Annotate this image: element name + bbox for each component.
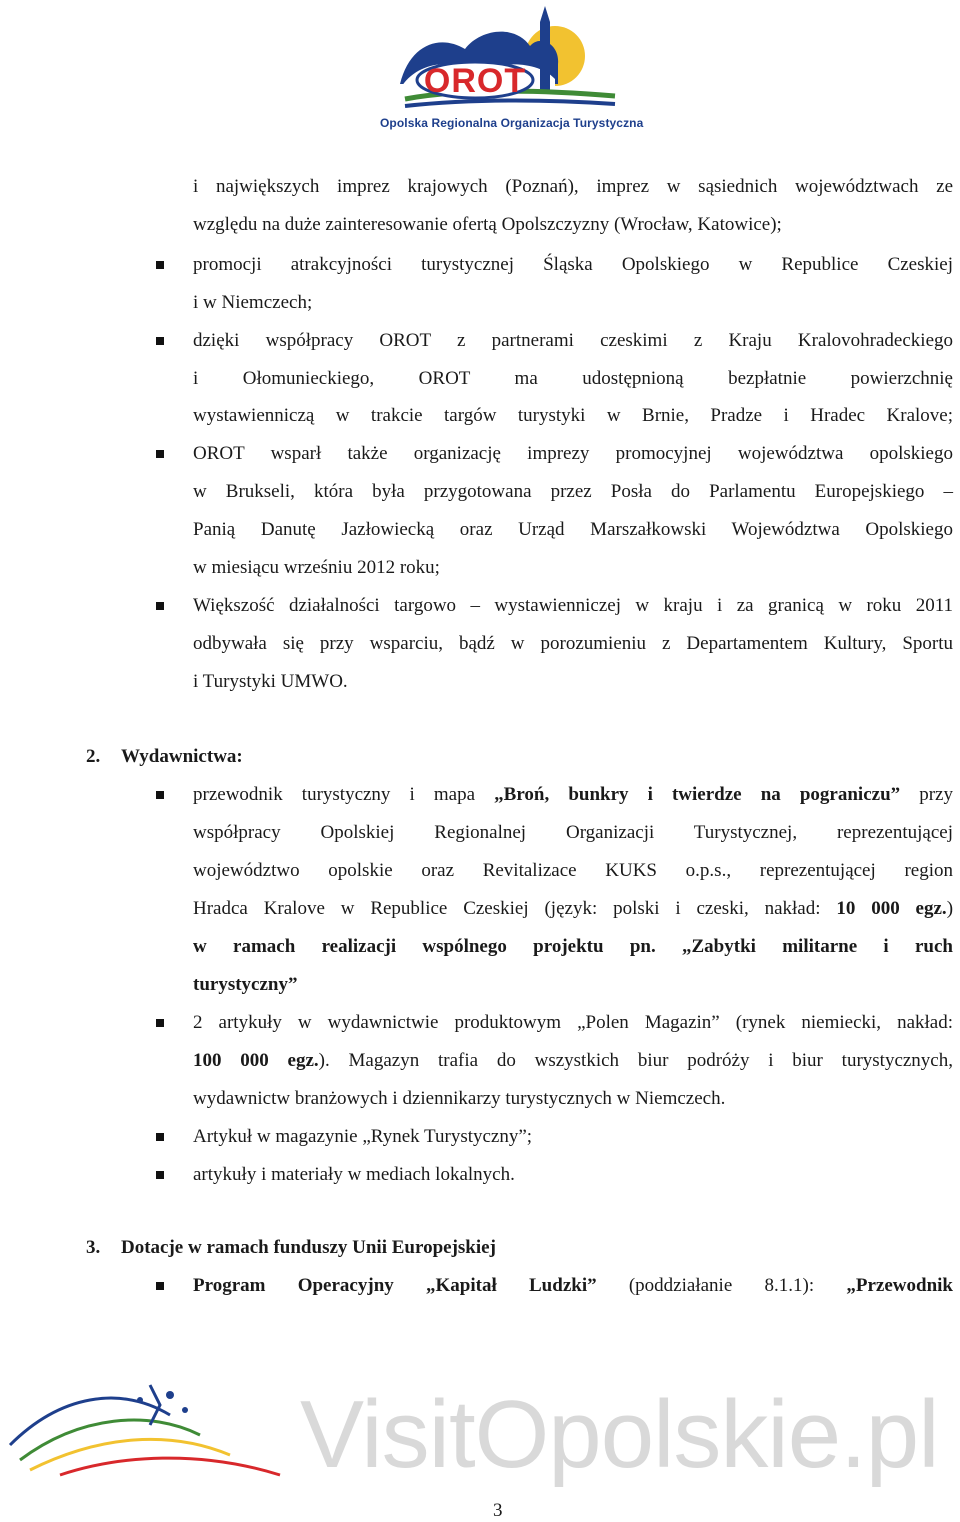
bullet-icon — [156, 450, 164, 458]
bullet-icon — [156, 337, 164, 345]
text-line: turystyczny” — [193, 974, 298, 995]
text-line: 2 artykuły w wydawnictwie produktowym „Polen Magazin” (rynek niemiecki, nakład: — [193, 1012, 953, 1033]
bullet-icon — [156, 1019, 164, 1027]
text-line: wydawnictw branżowych i dziennikarzy turystycznych w Niemczech. — [193, 1088, 726, 1109]
text-line: w miesiącu wrześniu 2012 roku; — [193, 557, 440, 578]
bullet-icon — [156, 261, 164, 269]
bullet-icon — [156, 1171, 164, 1179]
bullet-icon — [156, 1282, 164, 1290]
orot-logo — [380, 4, 644, 134]
program-name: Program Operacyjny „Kapitał Ludzki” — [193, 1275, 597, 1296]
text-span: ) — [946, 898, 954, 919]
text-line: w ramach realizacji wspólnego projektu pn. „Zabytki militarne i ruch — [193, 936, 953, 957]
bullet-icon — [156, 791, 164, 799]
circulation-value: 100 000 egz. — [193, 1050, 319, 1071]
section-number: 2. — [86, 746, 101, 767]
text-line: województwo opolskie oraz Revitalizace KUKS o.p.s., reprezentującej region — [193, 860, 953, 881]
section-title: Wydawnictwa: — [121, 746, 243, 767]
section-number: 3. — [86, 1237, 101, 1258]
bullet-icon — [156, 1133, 164, 1141]
text-line: dzięki współpracy OROT z partnerami czeskimi z Kraju Kralovohradeckiego — [193, 330, 953, 351]
text-line: promocji atrakcyjności turystycznej Śląska Opolskiego w Republice Czeskiej — [193, 254, 953, 275]
circulation-value: 10 000 egz. — [836, 898, 947, 919]
text-line: współpracy Opolskiej Regionalnej Organizacji Turystycznej, reprezentującej — [193, 822, 953, 843]
text-line: względu na duże zainteresowanie ofertą Opolszczyzny (Wrocław, Katowice); — [193, 214, 782, 235]
text-line — [193, 1267, 953, 1305]
text-line — [193, 1042, 953, 1080]
text-line: Panią Danutę Jazłowiecką oraz Urząd Marszałkowski Województwa Opolskiego — [193, 519, 953, 540]
text-line: i w Niemczech; — [193, 292, 313, 313]
text-span: przy — [900, 784, 953, 805]
text-line: Artykuł w magazynie „Rynek Turystyczny”; — [193, 1126, 533, 1147]
bullet-icon — [156, 602, 164, 610]
text-span: (poddziałanie 8.1.1): — [596, 1275, 847, 1296]
text-line — [193, 890, 953, 928]
text-line: odbywała się przy wsparciu, bądź w porozumieniu z Departamentem Kultury, Sportu — [193, 633, 953, 654]
page-number: 3 — [493, 1500, 503, 1521]
text-line — [193, 776, 953, 814]
logo-caption: Opolska Regionalna Organizacja Turystyczna — [380, 116, 644, 130]
text-span: ). Magazyn trafia do wszystkich biur podróży i biur turystycznych, — [318, 1050, 953, 1071]
text-span: przewodnik turystyczny i mapa — [193, 784, 495, 805]
text-span: „Przewodnik — [846, 1275, 953, 1296]
text-line: artykuły i materiały w mediach lokalnych. — [193, 1164, 515, 1185]
text-line: OROT wsparł także organizację imprezy promocyjnej województwa opolskiego — [193, 443, 953, 464]
swirl-decoration-icon — [0, 1375, 300, 1485]
text-line: i największych imprez krajowych (Poznań), imprez w sąsiednich województwach ze — [193, 176, 953, 197]
section-title: Dotacje w ramach funduszy Unii Europejskiej — [121, 1237, 496, 1258]
text-line: wystawienniczą w trakcie targów turystyki w Brnie, Pradze i Hradec Kralove; — [193, 405, 953, 426]
section-heading-2 — [86, 738, 243, 776]
text-line: Większość działalności targowo – wystawienniczej w kraju i za granicą w roku 2011 — [193, 595, 953, 616]
publication-title: „Broń, bunkry i twierdze na pograniczu” — [494, 784, 901, 805]
text-line: w Brukseli, która była przygotowana przez Posła do Parlamentu Europejskiego – — [193, 481, 953, 502]
text-line: i Turystyki UMWO. — [193, 671, 348, 692]
text-span: Hradca Kralove w Republice Czeskiej (język: polski i czeski, nakład: — [193, 898, 837, 919]
logo-wordmark: OROT — [423, 62, 527, 100]
text-line: i Ołomunieckiego, OROT ma udostępnioną bezpłatnie powierzchnię — [193, 368, 953, 389]
visitopolskie-wordmark: VisitOpolskie.pl — [300, 1381, 939, 1488]
section-heading-3 — [86, 1229, 496, 1267]
